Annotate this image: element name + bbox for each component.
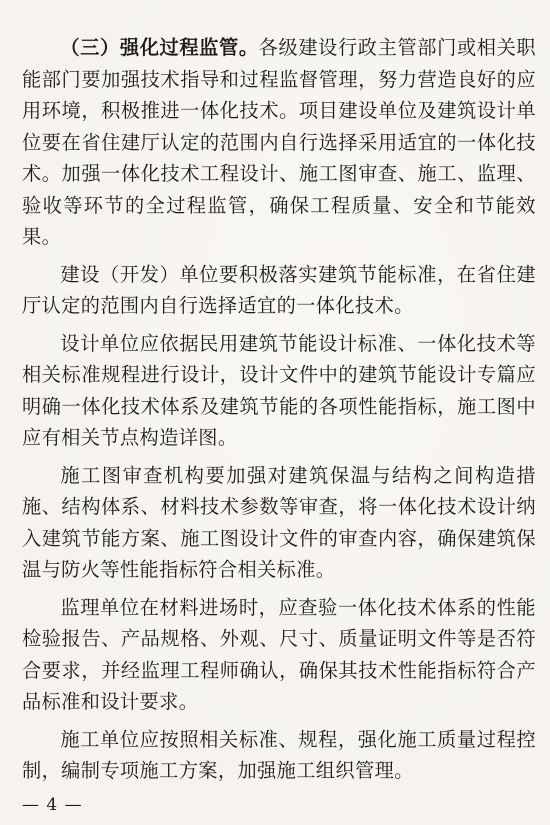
paragraph-process-supervision xyxy=(22,32,536,253)
paragraph-text: 设计单位应依据民用建筑节能设计标准、一体化技术等相关标准规程进行设计，设计文件中的建筑节能设计专篇应明确一体化技术体系及建筑节能的各项性能指标，施工图中应有相关节点构造详图。 xyxy=(22,331,536,449)
paragraph-developer xyxy=(22,259,536,322)
paragraph-text: 建设（开发）单位要积极落实建筑节能标准，在省住建厅认定的范围内自行选择适宜的一体化技术。 xyxy=(22,262,536,317)
paragraph-construction-unit xyxy=(22,724,536,787)
page-number: — 4 — xyxy=(22,795,83,815)
section-heading: （三）强化过程监管。 xyxy=(60,36,259,59)
paragraph-text: 各级建设行政主管部门或相关职能部门要加强技术指导和过程监督管理，努力营造良好的应用环境，积极推进一体化技术。项目建设单位及建筑设计单位要在省住建厅认定的范围内自行选择采用适宜的一体化技术。加强一体化技术工程设计、施工图审查、施工、监理、验收等环节的全过程监管，确保工程质量、安全和节能效果。 xyxy=(22,36,537,248)
body-text xyxy=(22,32,536,787)
paragraph-text: 施工单位应按照相关标准、规程，强化施工质量过程控制，编制专项施工方案，加强施工组织管理。 xyxy=(22,727,536,782)
paragraph-text: 监理单位在材料进场时，应查验一体化技术体系的性能检验报告、产品规格、外观、尺寸、质量证明文件等是否符合要求，并经监理工程师确认，确保其技术性能指标符合产品标准和设计要求。 xyxy=(22,595,536,713)
paragraph-design-unit xyxy=(22,328,536,454)
paragraph-supervision-unit xyxy=(22,592,536,718)
paragraph-text: 施工图审查机构要加强对建筑保温与结构之间构造措施、结构体系、材料技术参数等审查，将一体化技术设计纳入建筑节能方案、施工图设计文件的审查内容，确保建筑保温与防火等性能指标符合相关标准。 xyxy=(22,463,536,581)
paragraph-drawing-review xyxy=(22,460,536,586)
